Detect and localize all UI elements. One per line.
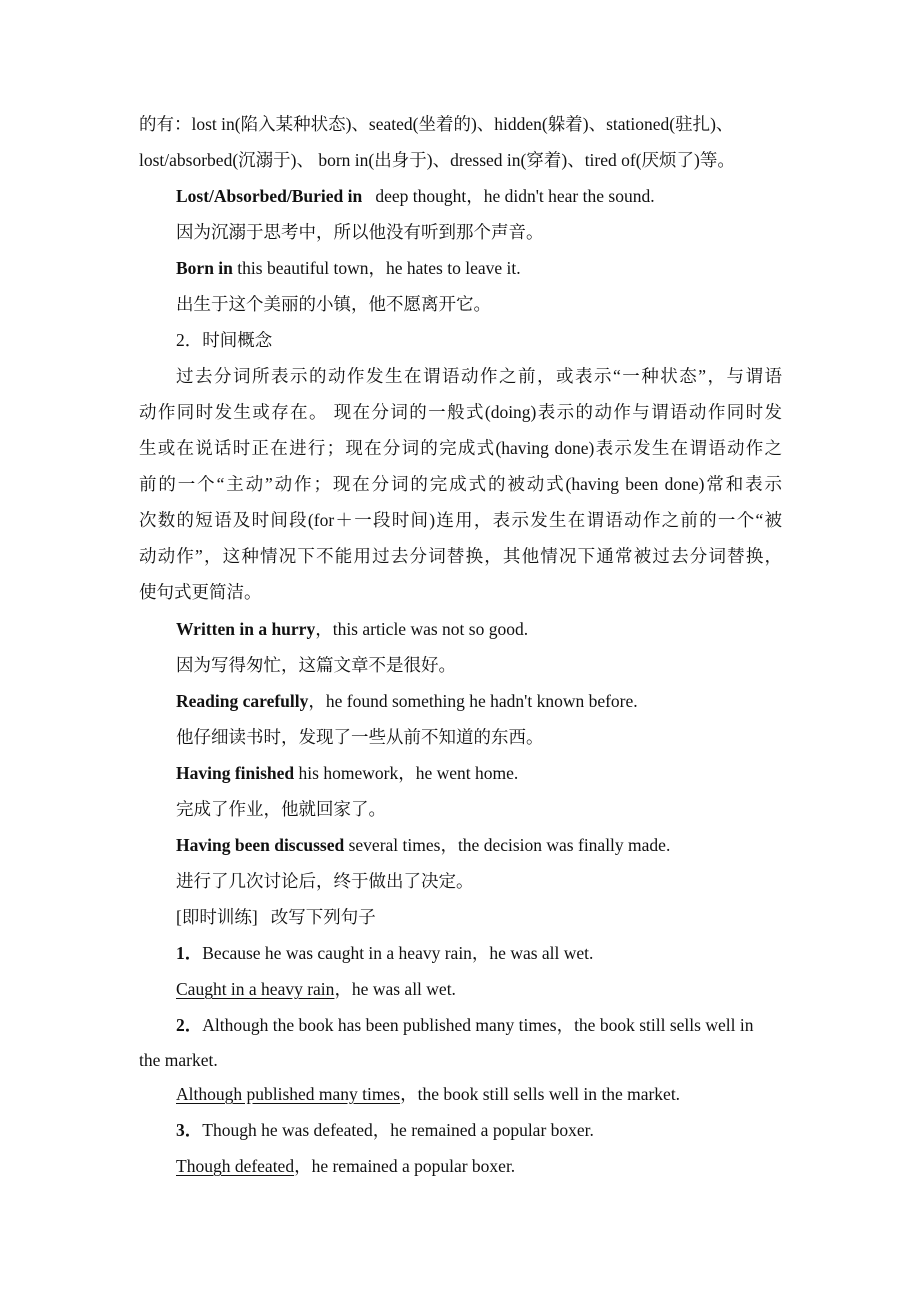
example-bold-phrase: Having been discussed [176, 835, 345, 855]
example-rest: deep thought，he didn't hear the sound. [362, 186, 655, 206]
answer-rest: ，the book still sells well in the market. [400, 1084, 681, 1104]
practice-title: [即时训练] 改写下列句子 [176, 907, 376, 927]
paragraph-line: 过去分词所表示的动作发生在谓语动作之前，或表示“一种状态”，与谓语 [176, 366, 782, 386]
practice-answer [176, 1082, 680, 1106]
example-sentence [176, 833, 670, 857]
example-sentence [176, 256, 521, 280]
practice-answer [176, 1154, 515, 1178]
question-text: Though he was defeated，he remained a popular boxer. [202, 1120, 594, 1140]
paragraph-line: 使句式更简洁。 [139, 582, 262, 602]
answer-underlined: Although published many times [176, 1084, 401, 1104]
practice-question [176, 1013, 753, 1037]
example-rest: ，this article was not so good. [315, 619, 529, 639]
example-sentence [176, 617, 528, 641]
practice-answer [176, 977, 456, 1001]
answer-underlined: Caught in a heavy rain [176, 979, 335, 999]
example-bold-phrase: Lost/Absorbed/Buried in [176, 186, 363, 206]
example-sentence [176, 184, 655, 208]
example-translation: 因为写得匆忙，这篇文章不是很好。 [176, 655, 456, 675]
example-translation: 出生于这个美丽的小镇，他不愿离开它。 [176, 294, 491, 314]
practice-question [176, 941, 593, 965]
paragraph-line: 动作同时发生或存在。 现在分词的一般式(doing)表示的动作与谓语动作同时发 [139, 402, 782, 422]
example-translation: 他仔细读书时，发现了一些从前不知道的东西。 [176, 727, 544, 747]
question-number: 1． [176, 943, 203, 963]
paragraph-line: 次数的短语及时间段(for＋一段时间)连用，表示发生在谓语动作之前的一个“被 [139, 510, 782, 530]
example-rest: ，he found something he hadn't known before. [308, 691, 638, 711]
example-bold-phrase: Written in a hurry [176, 619, 316, 639]
paragraph-line: 生或在说话时正在进行；现在分词的完成式(having done)表示发生在谓语动作之 [139, 438, 782, 458]
practice-question-cont: the market. [139, 1050, 218, 1070]
example-translation: 进行了几次讨论后，终于做出了决定。 [176, 871, 474, 891]
question-text: Because he was caught in a heavy rain，he was all wet. [202, 943, 594, 963]
example-bold-phrase: Born in [176, 258, 233, 278]
example-sentence [176, 689, 638, 713]
paragraph-line: 前的一个“主动”动作；现在分词的完成式的被动式(having been done)常和表示 [139, 474, 782, 494]
example-rest: this beautiful town，he hates to leave it. [232, 258, 521, 278]
practice-question [176, 1118, 594, 1142]
example-sentence [176, 761, 518, 785]
paragraph-line: 动动作”，这种情况下不能用过去分词替换，其他情况下通常被过去分词替换， [139, 546, 782, 566]
intro-line-1: 的有：lost in(陷入某种状态)、seated(坐着的)、hidden(躲着)、stationed(驻扎)、 [139, 114, 734, 134]
answer-rest: ，he remained a popular boxer. [294, 1156, 516, 1176]
section-heading: 2．时间概念 [176, 330, 273, 350]
example-rest: several times，the decision was finally made. [344, 835, 671, 855]
question-number: 3． [176, 1120, 203, 1140]
example-bold-phrase: Having finished [176, 763, 295, 783]
answer-rest: ，he was all wet. [334, 979, 456, 999]
example-translation: 完成了作业，他就回家了。 [176, 799, 386, 819]
example-bold-phrase: Reading carefully [176, 691, 309, 711]
question-text: Although the book has been published many times，the book still sells well in [202, 1015, 754, 1035]
example-rest: his homework，he went home. [294, 763, 519, 783]
intro-line-2: lost/absorbed(沉溺于)、 born in(出身于)、dressed in(穿着)、tired of(厌烦了)等。 [139, 150, 735, 170]
answer-underlined: Though defeated [176, 1156, 295, 1176]
question-number: 2． [176, 1015, 203, 1035]
example-translation: 因为沉溺于思考中，所以他没有听到那个声音。 [176, 222, 544, 242]
